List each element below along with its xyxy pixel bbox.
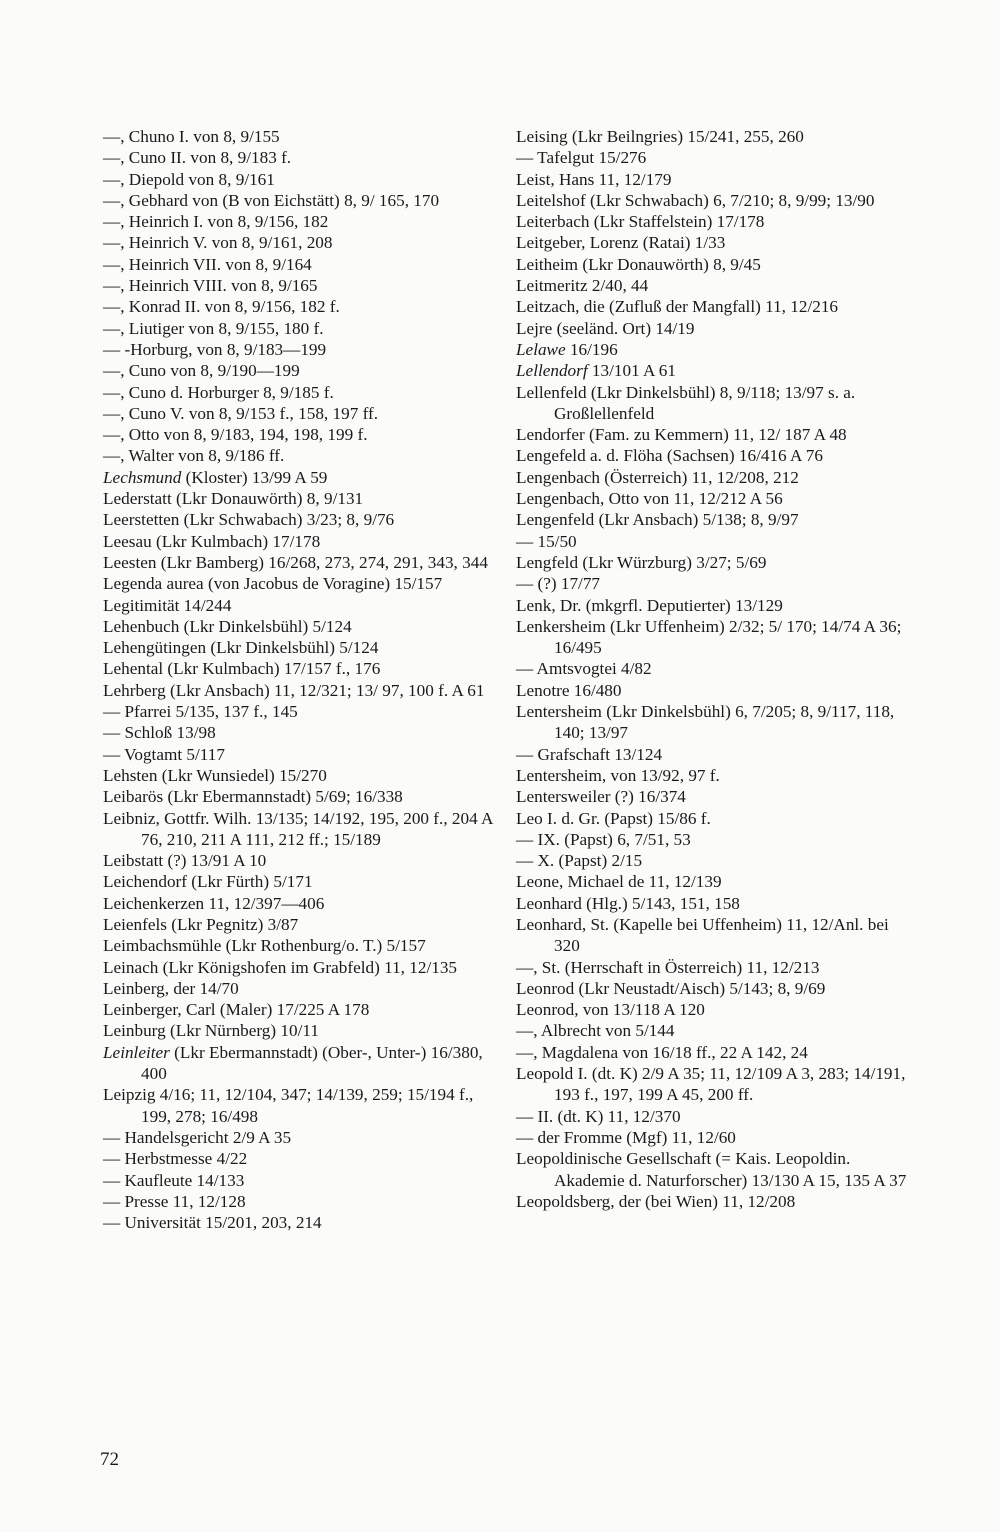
index-entry: [103, 339, 499, 360]
index-entry: [516, 509, 908, 530]
index-entry-references: von 8, 9/190—199: [166, 361, 300, 381]
index-entry-term: —: [516, 659, 534, 679]
index-entry: [103, 296, 499, 317]
index-entry-term: —: [516, 1127, 534, 1147]
index-entry-references: von 8, 9/164: [221, 254, 312, 274]
index-entry-references: von 8, 9/156, 182: [203, 212, 329, 232]
index-entry: [103, 871, 499, 892]
index-entry-references: von 8, 9/165: [226, 276, 318, 296]
index-entry-references: X. (Papst) 2/15: [533, 851, 643, 871]
index-entry-references: Tafelgut 15/276: [533, 148, 647, 168]
index-entry: [103, 190, 499, 211]
index-entry-references: (Lkr Beilngries) 15/241, 255, 260: [567, 127, 804, 146]
index-entry: [103, 786, 499, 807]
index-entry: [103, 1127, 499, 1148]
index-entry: [103, 169, 499, 190]
index-entry-references: (Lkr Dinkelsbühl) 6, 7/205; 8, 9/117, 118, 140; 13/97: [554, 702, 895, 743]
index-entry-references: 4/16; 11, 12/104, 347; 14/139, 259; 15/194 f., 199, 278; 16/498: [141, 1085, 474, 1126]
index-entry-references: Amtsvogtei 4/82: [533, 659, 652, 679]
index-entry-references: 15/50: [533, 531, 577, 551]
index-entry-term: Leichendorf: [103, 872, 187, 892]
index-entry-term: —, Otto: [103, 425, 160, 445]
index-entry: [103, 445, 499, 466]
index-entry-term: —, Magdalena: [516, 1042, 619, 1062]
index-entry-references: (Lkr Ansbach) 11, 12/321; 13/ 97, 100 f. A 61: [165, 680, 485, 700]
index-entry-references: von 13/92, 97 f.: [606, 765, 720, 785]
index-entry-references: (Lkr Rothenburg/o. T.) 5/157: [221, 936, 426, 956]
index-entry-term: Leopoldinische: [516, 1149, 622, 1169]
index-entry-term: Leitelshof: [516, 190, 586, 210]
right-column: [516, 126, 908, 1212]
index-entry: [516, 1148, 908, 1191]
index-entry-references: von 13/118 A 120: [578, 1000, 705, 1020]
index-entry-term: Leonrod,: [516, 1000, 579, 1020]
index-entry-references: Otto von 11, 12/212 A 56: [604, 489, 783, 509]
index-entry-term: —, St.: [516, 957, 561, 977]
index-entry-references: die (Zufluß der Mangfall) 11, 12/216: [579, 297, 839, 317]
index-entry-references: von 5/144: [600, 1021, 675, 1041]
index-entry-term: Lechsmund: [103, 467, 182, 487]
index-entry-term: Lellenfeld: [516, 382, 587, 402]
index-entry: [516, 360, 908, 381]
index-entry: [103, 126, 499, 147]
index-entry: [103, 1170, 499, 1191]
index-entry-references: von (B von Eichstätt) 8, 9/ 165, 170: [187, 190, 440, 210]
index-entry: [516, 1191, 908, 1212]
index-entry: [103, 935, 499, 956]
index-entry-references: (Lkr Königshofen im Grabfeld) 11, 12/135: [158, 957, 458, 977]
index-entry-term: —, Walter: [103, 446, 174, 466]
index-entry-term: Lengefeld: [516, 446, 586, 466]
index-entry-references: (Lkr Donauwörth) 8, 9/45: [578, 254, 761, 274]
index-entry-references: Kaufleute 14/133: [120, 1170, 245, 1190]
index-entry-references: Hans 11, 12/179: [554, 169, 672, 189]
index-entry-references: I. d. Gr. (Papst) 15/86 f.: [542, 808, 711, 828]
index-entry-term: —, Konrad II.: [103, 297, 201, 317]
index-entry-term: Leibstatt: [103, 851, 164, 871]
index-entry-references: Universität 15/201, 203, 214: [120, 1213, 322, 1233]
index-entry-term: Leitgeber,: [516, 233, 586, 253]
index-entry: [516, 658, 908, 679]
index-entry-references: (Lkr Bamberg) 16/268, 273, 274, 291, 343, 344: [156, 552, 488, 572]
index-entry-term: Lenotre: [516, 680, 570, 700]
index-entry-references: (Lkr Neustadt/Aisch) 5/143; 8, 9/69: [574, 978, 826, 998]
index-entry: [103, 957, 499, 978]
index-entry: [516, 232, 908, 253]
index-entry-term: —, Heinrich V.: [103, 233, 208, 253]
index-entry-references: Presse 11, 12/128: [120, 1191, 246, 1211]
index-entry: [516, 786, 908, 807]
index-entry-term: —: [103, 723, 121, 743]
index-entry-references: (Lkr Wunsiedel) 15/270: [157, 765, 327, 785]
index-entry-term: Leonhard: [516, 893, 582, 913]
index-entry-references: IX. (Papst) 6, 7/51, 53: [533, 829, 691, 849]
index-entry: [516, 1042, 908, 1063]
index-entry: [103, 637, 499, 658]
index-entry-term: —, Albrecht: [516, 1021, 601, 1041]
index-entry-term: Leitheim: [516, 254, 579, 274]
index-entry: [103, 658, 499, 679]
index-entry-term: Leo: [516, 808, 543, 828]
index-entry: [103, 893, 499, 914]
index-entry-references: von 8, 9/155, 180 f.: [184, 318, 324, 338]
index-entry: [103, 744, 499, 765]
index-entry: [103, 680, 499, 701]
index-entry-references: 11, 12/397—406: [204, 893, 325, 913]
index-entry: [103, 552, 499, 573]
index-entry-term: Lengfeld: [516, 552, 579, 572]
index-entry-term: Lehental: [103, 659, 164, 679]
index-entry: [516, 680, 908, 701]
index-entry-references: (Lkr Ebermannstadt) 5/69; 16/338: [163, 787, 403, 807]
index-entry: [516, 318, 908, 339]
index-entry: [103, 765, 499, 786]
index-entry-references: der Fromme (Mgf) 11, 12/60: [533, 1127, 736, 1147]
index-entry-term: Lenkersheim: [516, 616, 606, 636]
index-entry: [516, 808, 908, 829]
index-entry-term: Leesau: [103, 531, 152, 551]
index-entry-term: Lengenbach: [516, 467, 600, 487]
index-entry: [103, 595, 499, 616]
index-entry-term: —, Cuno V.: [103, 403, 185, 423]
index-entry-references: (?) 16/374: [610, 787, 686, 807]
index-entry-term: Legenda: [103, 574, 163, 594]
index-entry-term: Lejre: [516, 318, 553, 338]
index-entry-term: — -Horburg,: [103, 339, 193, 359]
index-entry-references: 16/480: [569, 680, 622, 700]
index-entry: [516, 871, 908, 892]
index-entry-references: II. (dt. K) 11, 12/370: [533, 1106, 681, 1126]
index-entry-term: Leinleiter: [103, 1042, 170, 1062]
index-entry-term: —: [516, 1106, 534, 1126]
index-entry-references: aurea (von Jacobus de Voragine) 15/157: [162, 574, 443, 594]
index-entry: [103, 808, 499, 851]
index-entry-references: 2/40, 44: [587, 276, 649, 296]
index-entry-references: (Lkr Donauwörth) 8, 9/131: [171, 489, 364, 509]
index-entry: [516, 339, 908, 360]
index-entry-term: Leimbachsmühle: [103, 936, 222, 956]
index-entry-references: von 8, 9/183, 194, 198, 199 f.: [159, 425, 368, 445]
index-entry-references: Herbstmesse 4/22: [120, 1149, 248, 1169]
index-entry-term: Leinberger,: [103, 1000, 182, 1020]
index-entry-term: —, Heinrich VIII.: [103, 276, 227, 296]
index-entry-references: Dr. (mkgrfl. Deputierter) 13/129: [555, 595, 783, 615]
index-entry-references: (Lkr Schwabach) 3/23; 8, 9/76: [179, 510, 395, 530]
index-entry-term: Leopold: [516, 1064, 574, 1084]
index-entry-term: Lehrberg: [103, 680, 166, 700]
index-entry: [103, 254, 499, 275]
index-entry-term: Lengenfeld: [516, 510, 595, 530]
index-entry-references: (Lkr Uffenheim) 2/32; 5/ 170; 14/74 A 36; 16/495: [554, 616, 902, 658]
index-entry: [103, 616, 499, 637]
index-entry: [516, 765, 908, 786]
index-entry: [103, 722, 499, 743]
index-entry-references: von 8, 9/153 f., 158, 197 ff.: [184, 403, 379, 423]
index-entry-term: Lengenbach,: [516, 489, 605, 509]
index-entry-term: Leopoldsberg,: [516, 1191, 615, 1211]
index-entry: [103, 147, 499, 168]
index-entry-term: —: [103, 744, 121, 764]
index-entry-references: (Lkr Kulmbach) 17/178: [151, 531, 321, 551]
index-entry-references: (Kloster) 13/99 A 59: [181, 467, 328, 487]
index-entry: [516, 275, 908, 296]
index-entry-references: Michael de 11, 12/139: [563, 872, 722, 892]
index-entry: [103, 488, 499, 509]
index-entry-term: Leichenkerzen: [103, 893, 205, 913]
index-entry-references: St. (Kapelle bei Uffenheim) 11, 12/Anl. bei 320: [554, 914, 889, 956]
index-entry-term: Lentersheim: [516, 702, 602, 722]
index-entry: [103, 1042, 499, 1085]
index-entry-references: d. Horburger 8, 9/185 f.: [166, 382, 334, 402]
index-entry: [516, 999, 908, 1020]
index-entry-references: von 8, 9/161: [184, 169, 275, 189]
index-entry-references: von 8, 9/183—199: [192, 339, 327, 359]
index-entry: [103, 1191, 499, 1212]
index-entry: [103, 211, 499, 232]
index-entry-term: —: [103, 1170, 121, 1190]
index-entry: [516, 1127, 908, 1148]
index-entry-references: (?) 17/77: [533, 574, 601, 594]
index-entry-term: —, Diepold: [103, 169, 185, 189]
index-entry-references: von 8, 9/186 ff.: [173, 446, 285, 466]
index-entry-term: Lederstatt: [103, 489, 172, 509]
index-entry-references: von 16/18 ff., 22 A 142, 24: [618, 1042, 808, 1062]
index-entry: [516, 254, 908, 275]
index-entry: [516, 211, 908, 232]
index-entry-term: Leist,: [516, 169, 555, 189]
index-entry: [103, 531, 499, 552]
index-entry-term: Leinach: [103, 957, 159, 977]
index-entry-term: —: [103, 1191, 121, 1211]
index-entry-term: Lentersweiler: [516, 787, 611, 807]
index-entry-term: Leibniz,: [103, 808, 160, 828]
index-entry-references: (Lkr Schwabach) 6, 7/210; 8, 9/99; 13/90: [585, 190, 875, 210]
index-entry-references: (Österreich) 11, 12/208, 212: [599, 467, 799, 487]
index-entry-term: Leonhard,: [516, 914, 587, 934]
index-entry: [103, 850, 499, 871]
index-entry: [516, 531, 908, 552]
index-entry-references: (Lkr Dinkelsbühl) 5/124: [179, 616, 352, 636]
index-entry: [516, 147, 908, 168]
index-entry: [516, 573, 908, 594]
index-entry-references: Lorenz (Ratai) 1/33: [585, 233, 726, 253]
index-entry-term: —, Gebhard: [103, 190, 188, 210]
index-entry-term: Lenk,: [516, 595, 556, 615]
index-entry: [516, 1020, 908, 1041]
index-entry: [516, 978, 908, 999]
index-entry: [516, 126, 908, 147]
index-entry-references: der (bei Wien) 11, 12/208: [614, 1191, 796, 1211]
index-entry: [516, 296, 908, 317]
index-entry: [103, 467, 499, 488]
index-entry: [516, 893, 908, 914]
index-entry: [516, 467, 908, 488]
index-entry-references: (Lkr Fürth) 5/171: [186, 872, 313, 892]
index-entry-references: Handelsgericht 2/9 A 35: [120, 1127, 292, 1147]
index-entry-references: Gesellschaft (= Kais. Leopoldin. Akademie d. Naturforscher) 13/130 A 15, 135 A 37: [554, 1149, 907, 1190]
index-entry: [103, 403, 499, 424]
index-entry: [103, 573, 499, 594]
index-entry: [103, 1148, 499, 1169]
index-entry-term: —, Cuno: [103, 361, 167, 381]
index-entry: [103, 1212, 499, 1233]
index-entry: [103, 382, 499, 403]
index-entry-term: —, Heinrich VII.: [103, 254, 222, 274]
index-entry-term: —: [516, 851, 534, 871]
index-entry-references: Grafschaft 13/124: [533, 744, 663, 764]
index-entry-term: —, Cuno: [103, 382, 167, 402]
index-entry-references: (Herrschaft in Österreich) 11, 12/213: [560, 957, 820, 977]
index-entry-term: Lehsten: [103, 765, 158, 785]
index-entry: [516, 1106, 908, 1127]
left-column: [103, 126, 499, 1233]
index-entry-term: Leinberg,: [103, 978, 170, 998]
index-entry-references: I. (dt. K) 2/9 A 35; 11, 12/109 A 3, 283; 14/191, 193 f., 197, 199 A 45, 200 ff.: [554, 1064, 906, 1105]
index-entry-term: Lelawe: [516, 339, 566, 359]
index-entry-references: (Lkr Würzburg) 3/27; 5/69: [578, 552, 767, 572]
index-entry-references: 14/244: [179, 595, 232, 615]
index-entry-references: der 14/70: [169, 978, 239, 998]
index-entry: [516, 190, 908, 211]
index-entry: [516, 701, 908, 744]
index-entry-term: Lehenbuch: [103, 616, 180, 636]
index-entry-term: —: [516, 574, 534, 594]
index-entry-term: —: [103, 1127, 121, 1147]
index-entry-references: von 8, 9/183 f.: [186, 148, 292, 168]
index-entry-references: (Fam. zu Kemmern) 11, 12/ 187 A 48: [584, 425, 847, 445]
index-entry: [516, 850, 908, 871]
index-entry: [516, 616, 908, 659]
index-entry-term: —: [516, 829, 534, 849]
index-entry-term: Leitmeritz: [516, 276, 588, 296]
index-entry: [103, 318, 499, 339]
index-entry: [103, 232, 499, 253]
index-entry-term: —, Chuno I.: [103, 127, 189, 146]
index-entry-term: Leising: [516, 127, 568, 146]
index-entry-references: (Lkr Kulmbach) 17/157 f., 176: [163, 659, 381, 679]
index-entry: [516, 744, 908, 765]
page-number: 72: [100, 1449, 119, 1470]
index-entry-references: (Lkr Nürnberg) 10/11: [165, 1021, 319, 1041]
index-entry-references: 13/101 A 61: [587, 361, 676, 381]
index-entry-references: a. d. Flöha (Sachsen) 16/416 A 76: [585, 446, 823, 466]
index-entry-references: von 8, 9/156, 182 f.: [200, 297, 340, 317]
index-entry: [103, 509, 499, 530]
index-entry-term: —, Liutiger: [103, 318, 185, 338]
index-entry-term: Leerstetten: [103, 510, 180, 530]
index-entry-term: —: [103, 702, 121, 722]
index-entry: [516, 488, 908, 509]
index-entry-references: (Hlg.) 5/143, 151, 158: [581, 893, 740, 913]
index-entry-references: Vogtamt 5/117: [120, 744, 225, 764]
index-entry: [103, 1084, 499, 1127]
index-entry: [103, 1020, 499, 1041]
index-entry: [103, 978, 499, 999]
index-entry-references: (seeländ. Ort) 14/19: [552, 318, 695, 338]
index-entry-references: (Lkr Staffelstein) 17/178: [589, 212, 765, 232]
index-entry-references: (Lkr Dinkelsbühl) 8, 9/118; 13/97 s. a. Großlellenfeld: [554, 382, 856, 423]
index-entry-references: (Lkr Ansbach) 5/138; 8, 9/97: [594, 510, 799, 530]
index-entry-term: —: [103, 1213, 121, 1233]
index-entry-references: Gottfr. Wilh. 13/135; 14/192, 195, 200 f., 204 A 76, 210, 211 A 111, 212 ff.; 15/189: [141, 808, 493, 849]
index-entry-term: Leiterbach: [516, 212, 590, 232]
index-entry-references: von 8, 9/161, 208: [207, 233, 333, 253]
index-entry-references: Carl (Maler) 17/225 A 178: [181, 1000, 370, 1020]
index-entry: [516, 424, 908, 445]
index-entry-term: Leitzach,: [516, 297, 580, 317]
index-entry-term: Leinburg: [103, 1021, 166, 1041]
index-entry: [103, 999, 499, 1020]
index-entry: [516, 957, 908, 978]
index-entry-term: Lehengütingen: [103, 638, 207, 658]
index-entry: [516, 552, 908, 573]
index-entry: [103, 360, 499, 381]
index-entry: [103, 424, 499, 445]
index-entry-references: (Lkr Dinkelsbühl) 5/124: [206, 638, 379, 658]
index-entry: [103, 914, 499, 935]
index-entry-term: —: [516, 531, 534, 551]
index-entry-references: von 8, 9/155: [188, 127, 280, 146]
index-entry-term: Leone,: [516, 872, 564, 892]
index-entry: [103, 701, 499, 722]
index-entry-term: Lentersheim,: [516, 765, 607, 785]
index-entry: [516, 1063, 908, 1106]
index-entry: [516, 445, 908, 466]
index-entry: [516, 914, 908, 957]
index-entry-references: Pfarrei 5/135, 137 f., 145: [120, 702, 298, 722]
index-entry-term: Leibarös: [103, 787, 164, 807]
index-entry-references: (Lkr Ebermannstadt) (Ober-, Unter-) 16/380, 400: [141, 1042, 483, 1084]
index-entry: [516, 169, 908, 190]
index-entry-term: Leienfels: [103, 914, 167, 934]
index-entry-references: (Lkr Pegnitz) 3/87: [166, 914, 299, 934]
index-entry-term: Leonrod: [516, 978, 575, 998]
index-entry-term: Leipzig: [103, 1085, 156, 1105]
index-entry-term: Lendorfer: [516, 425, 585, 445]
index-entry-references: Schloß 13/98: [120, 723, 216, 743]
index-entry-term: Lellendorf: [516, 361, 588, 381]
index-entry: [103, 275, 499, 296]
index-entry: [516, 829, 908, 850]
index-entry-references: 16/196: [565, 339, 618, 359]
index-entry-references: (?) 13/91 A 10: [163, 851, 267, 871]
index-entry-term: —, Cuno II.: [103, 148, 187, 168]
index-entry-term: —: [516, 744, 534, 764]
index-entry-term: —: [103, 1149, 121, 1169]
index-entry-term: —, Heinrich I.: [103, 212, 204, 232]
index-entry-term: Leesten: [103, 552, 157, 572]
index-entry: [516, 382, 908, 425]
index-entry-term: —: [516, 148, 534, 168]
index-entry: [516, 595, 908, 616]
index-entry-term: Legitimität: [103, 595, 180, 615]
